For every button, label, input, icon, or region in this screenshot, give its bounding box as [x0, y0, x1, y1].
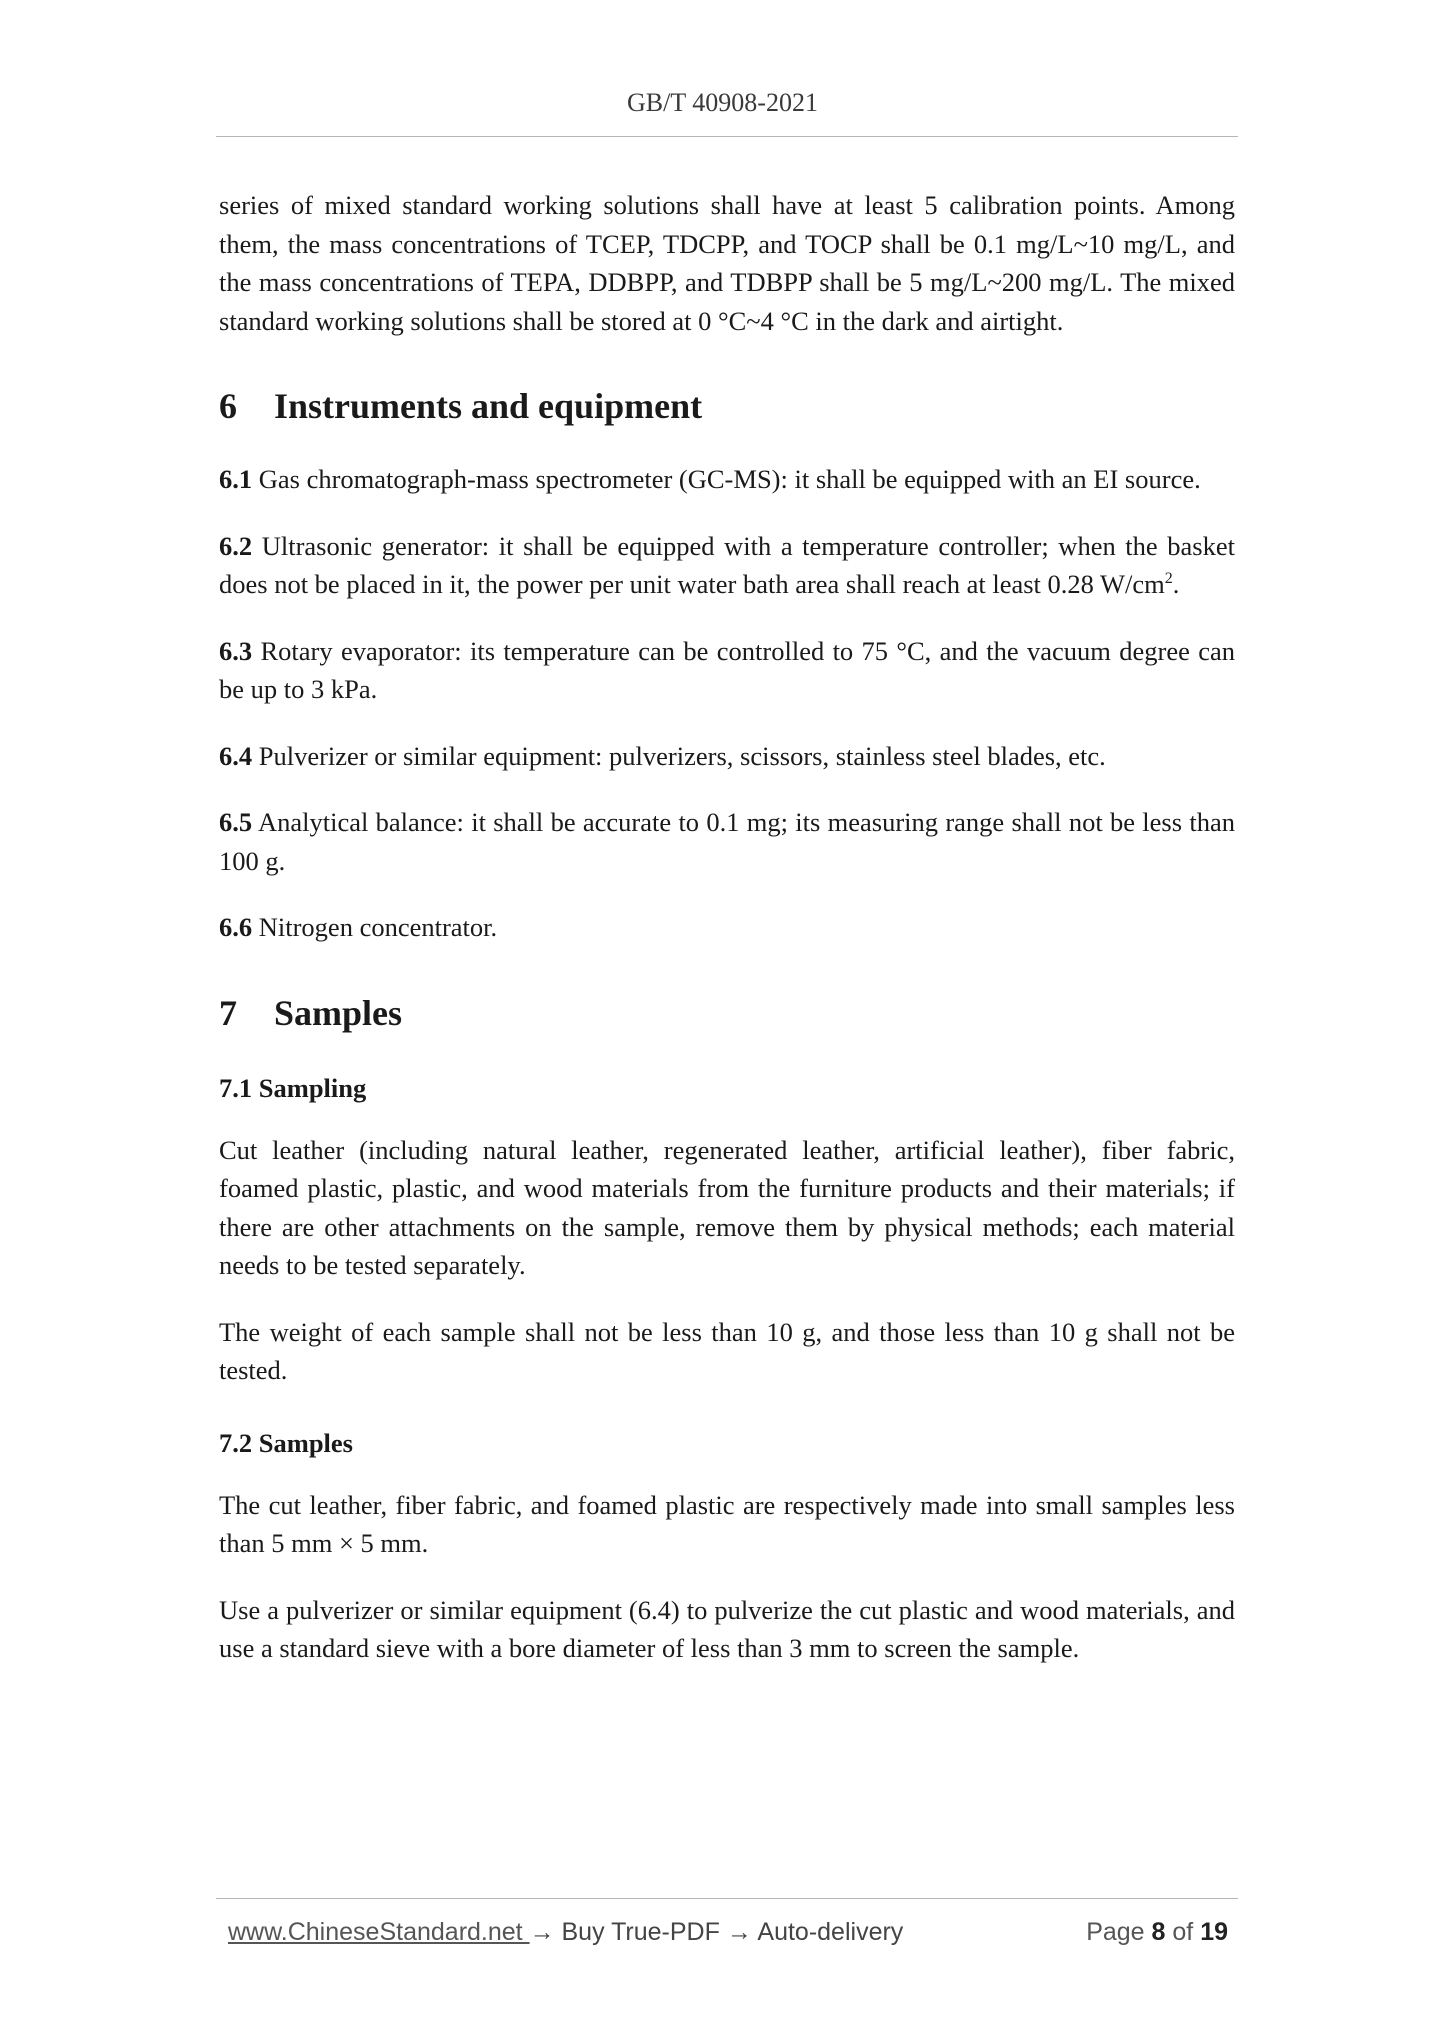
clause-6-3	[219, 632, 1235, 709]
document-code-header: GB/T 40908-2021	[627, 88, 818, 117]
page-footer	[228, 1918, 1228, 1958]
samples-paragraph-2: Use a pulverizer or similar equipment (6.4) to pulverize the cut plastic and wood materials, and use a standard sieve with a bore diameter of less than 3 mm to screen the sample.	[219, 1594, 1235, 1663]
section-title: Samples	[274, 992, 403, 1033]
clause-number: 6.4	[219, 740, 253, 771]
clause-tail: .	[1172, 569, 1180, 599]
clause-6-6	[219, 908, 1235, 947]
clause-6-5	[219, 803, 1235, 880]
superscript: 2	[1164, 570, 1173, 588]
intro-paragraph: series of mixed standard working solutions shall have at least 5 calibration points. Among them, the mass concentrations of TCEP, TDCPP, and TOCP shall be 0.1 mg/L~10 mg/L, and the mass concentrations of TEPA, DDBPP, and TDBPP shall be 5 mg/L~200 mg/L. The mixed standard working solutions shall be stored at 0 °C~4 °C in the dark and airtight.	[219, 190, 1235, 336]
page-label: Page	[1086, 1918, 1152, 1946]
delivery-text: Auto-delivery	[751, 1918, 904, 1946]
clause-6-2	[219, 527, 1235, 604]
clause-number: 6.5	[219, 807, 253, 837]
section-title: Instruments and equipment	[274, 386, 703, 426]
sampling-paragraph-1: Cut leather (including natural leather, regenerated leather, artificial leather), fiber fabric, foamed plastic, plastic, and wood materials from the furniture products and their materials; if there are other attachments on the sample, remove them by physical methods; each material needs to be tested separately.	[219, 1134, 1235, 1280]
clause-text: Pulverizer or similar equipment: pulverizers, scissors, stainless steel blades, etc.	[252, 740, 1106, 771]
section-number: 6	[219, 386, 237, 426]
clause-number: 6.2	[219, 530, 253, 561]
clause-number: 6.1	[219, 464, 253, 494]
arrow-right-icon: →	[726, 1918, 752, 1946]
clause-text: Ultrasonic generator: it shall be equipped with a temperature controller; when the basket does not be placed in it, the power per unit water bath area shall reach at least 0.28 W/cm	[219, 530, 1235, 599]
arrow-right-icon: →	[529, 1918, 555, 1946]
footer-divider	[216, 1898, 1238, 1899]
clause-text: Gas chromatograph-mass spectrometer (GC-MS): it shall be equipped with an EI source.	[252, 464, 1201, 494]
section-6-heading	[219, 384, 1235, 428]
page-content	[219, 186, 1235, 1668]
clause-number: 6.3	[219, 635, 253, 666]
footer-promo	[228, 1918, 903, 1947]
website-link[interactable]: www.ChineseStandard.net	[228, 1918, 530, 1946]
section-number: 7	[219, 992, 237, 1033]
clause-text: Analytical balance: it shall be accurate to 0.1 mg; its measuring range shall not be less than 100 g.	[219, 807, 1235, 876]
buy-text: Buy True-PDF	[554, 1918, 727, 1946]
of-label: of	[1165, 1918, 1201, 1946]
clause-text: Rotary evaporator: its temperature can be controlled to 75 °C, and the vacuum degree can be up to 3 kPa.	[219, 635, 1235, 704]
clause-number: 6.6	[219, 912, 253, 942]
clause-text: Nitrogen concentrator.	[252, 912, 498, 942]
total-pages: 19	[1200, 1918, 1228, 1946]
header-divider	[216, 136, 1238, 137]
clause-6-1	[219, 460, 1235, 499]
samples-paragraph-1: The cut leather, fiber fabric, and foamed plastic are respectively made into small samples less than 5 mm × 5 mm.	[219, 1489, 1235, 1558]
subsection-7-1-heading: 7.1 Sampling	[219, 1072, 367, 1103]
current-page: 8	[1151, 1918, 1166, 1946]
page-number	[1086, 1918, 1228, 1947]
section-7-heading	[219, 991, 1235, 1035]
subsection-7-2-heading: 7.2 Samples	[219, 1427, 353, 1458]
clause-6-4	[219, 737, 1235, 776]
sampling-paragraph-2: The weight of each sample shall not be less than 10 g, and those less than 10 g shall not be tested.	[219, 1316, 1235, 1385]
